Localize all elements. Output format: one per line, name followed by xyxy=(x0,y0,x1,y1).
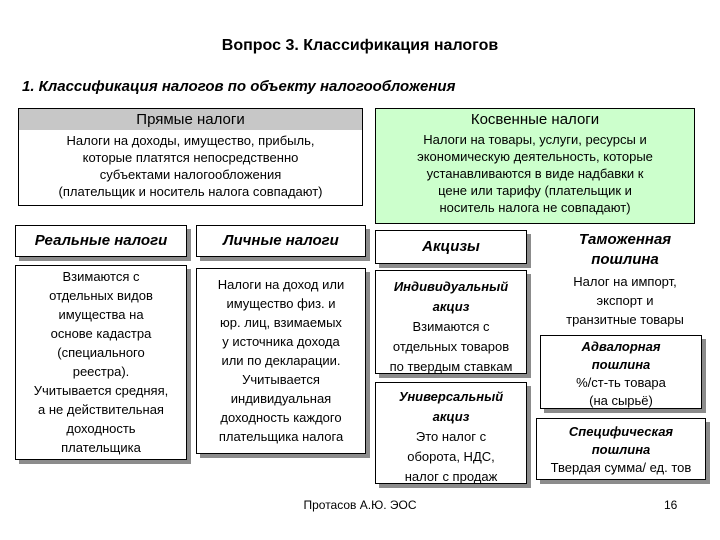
personal-line: Учитывается xyxy=(242,372,320,387)
indirect-line: устанавливаются в виде надбавки к xyxy=(426,166,644,181)
customs-duty-block xyxy=(532,230,718,329)
ad-valorem-heading: Адвалорная xyxy=(581,339,661,354)
direct-line: Налоги на доходы, имущество, прибыль, xyxy=(66,133,315,148)
personal-taxes-description xyxy=(197,269,365,446)
personal-taxes-heading: Личные налоги xyxy=(223,232,339,249)
individual-excise-heading: акциз xyxy=(432,299,470,314)
personal-line: доходность каждого xyxy=(220,410,342,425)
personal-line: плательщика налога xyxy=(218,429,344,444)
personal-line: имущество физ. и xyxy=(226,296,336,311)
indirect-line: экономическую деятельность, которые xyxy=(417,149,653,164)
individual-excise-line: по твердым ставкам xyxy=(389,359,513,374)
universal-excise-box xyxy=(375,382,527,484)
personal-line: или по декларации. xyxy=(221,353,341,368)
real-taxes-heading-box xyxy=(15,225,187,257)
personal-line: у источника дохода xyxy=(222,334,340,349)
direct-taxes-description xyxy=(19,130,362,200)
indirect-line: носитель налога не совпадают) xyxy=(439,200,631,215)
real-line: Учитывается средняя, xyxy=(33,383,169,398)
customs-duty-description xyxy=(532,272,718,329)
personal-line: юр. лиц, взимаемых xyxy=(220,315,342,330)
direct-line: (плательщик и носитель налога совпадают) xyxy=(58,184,323,199)
section-subtitle: 1. Классификация налогов по объекту налогообложения xyxy=(22,78,456,95)
real-line: отдельных видов xyxy=(49,288,153,303)
ad-valorem-line: %/ст-ть товара xyxy=(576,375,666,390)
personal-line: индивидуальная xyxy=(230,391,332,406)
indirect-line: цене или тарифу (плательщик и xyxy=(438,183,632,198)
universal-excise-line: налог с продаж xyxy=(404,469,498,484)
real-line: основе кадастра xyxy=(50,326,152,341)
individual-excise-content xyxy=(376,271,526,377)
universal-excise-line: оборота, НДС, xyxy=(407,449,495,464)
indirect-taxes-description xyxy=(376,130,694,216)
direct-taxes-box xyxy=(18,108,363,206)
customs-line: транзитные товары xyxy=(566,312,684,327)
customs-heading-line: Таможенная xyxy=(578,231,672,248)
direct-line: которые платятся непосредственно xyxy=(82,150,299,165)
individual-excise-line: отдельных товаров xyxy=(392,339,510,354)
real-line: реестра). xyxy=(72,364,130,379)
ad-valorem-duty-box xyxy=(540,335,702,409)
individual-excise-heading: Индивидуальный xyxy=(393,279,509,294)
indirect-line: Налоги на товары, услуги, ресурсы и xyxy=(423,132,647,147)
specific-duty-line: Твердая сумма/ ед. тов xyxy=(550,460,692,475)
specific-duty-box xyxy=(536,418,706,480)
excise-heading-box xyxy=(375,230,527,264)
universal-excise-line: Это налог с xyxy=(415,429,487,444)
real-taxes-description xyxy=(16,266,186,457)
ad-valorem-line: (на сырьё) xyxy=(589,393,653,408)
specific-duty-heading: Специфическая xyxy=(568,424,674,439)
real-line: доходность xyxy=(66,421,136,436)
ad-valorem-heading: пошлина xyxy=(591,357,651,372)
slide-title: Вопрос 3. Классификация налогов xyxy=(221,37,499,54)
page-number: 16 xyxy=(664,498,678,512)
excise-heading: Акцизы xyxy=(422,238,480,255)
customs-line: Налог на импорт, xyxy=(573,274,677,289)
indirect-taxes-heading: Косвенные налоги xyxy=(470,111,600,128)
ad-valorem-duty-content xyxy=(541,336,701,410)
personal-line: Налоги на доход или xyxy=(217,277,345,292)
universal-excise-heading: акциз xyxy=(432,409,470,424)
real-line: (специального xyxy=(57,345,145,360)
footer-author: Протасов А.Ю. ЭОС xyxy=(303,498,417,512)
personal-taxes-description-box xyxy=(196,268,366,454)
real-line: плательщика xyxy=(61,440,141,455)
indirect-taxes-box xyxy=(375,108,695,224)
personal-taxes-heading-box xyxy=(196,225,366,257)
customs-heading-line: пошлина xyxy=(591,251,659,268)
real-line: а не действительная xyxy=(38,402,164,417)
individual-excise-box xyxy=(375,270,527,374)
universal-excise-content xyxy=(376,383,526,487)
specific-duty-heading: пошлина xyxy=(591,442,651,457)
customs-line: экспорт и xyxy=(596,293,654,308)
individual-excise-line: Взимаются с xyxy=(412,319,490,334)
direct-taxes-heading: Прямые налоги xyxy=(19,109,362,130)
real-taxes-heading: Реальные налоги xyxy=(34,232,168,249)
specific-duty-content xyxy=(537,419,705,477)
real-line: имущества на xyxy=(58,307,144,322)
real-line: Взимаются с xyxy=(62,269,140,284)
direct-line: субъектами налогообложения xyxy=(99,167,282,182)
real-taxes-description-box xyxy=(15,265,187,460)
universal-excise-heading: Универсальный xyxy=(398,389,504,404)
customs-duty-heading xyxy=(532,230,718,270)
